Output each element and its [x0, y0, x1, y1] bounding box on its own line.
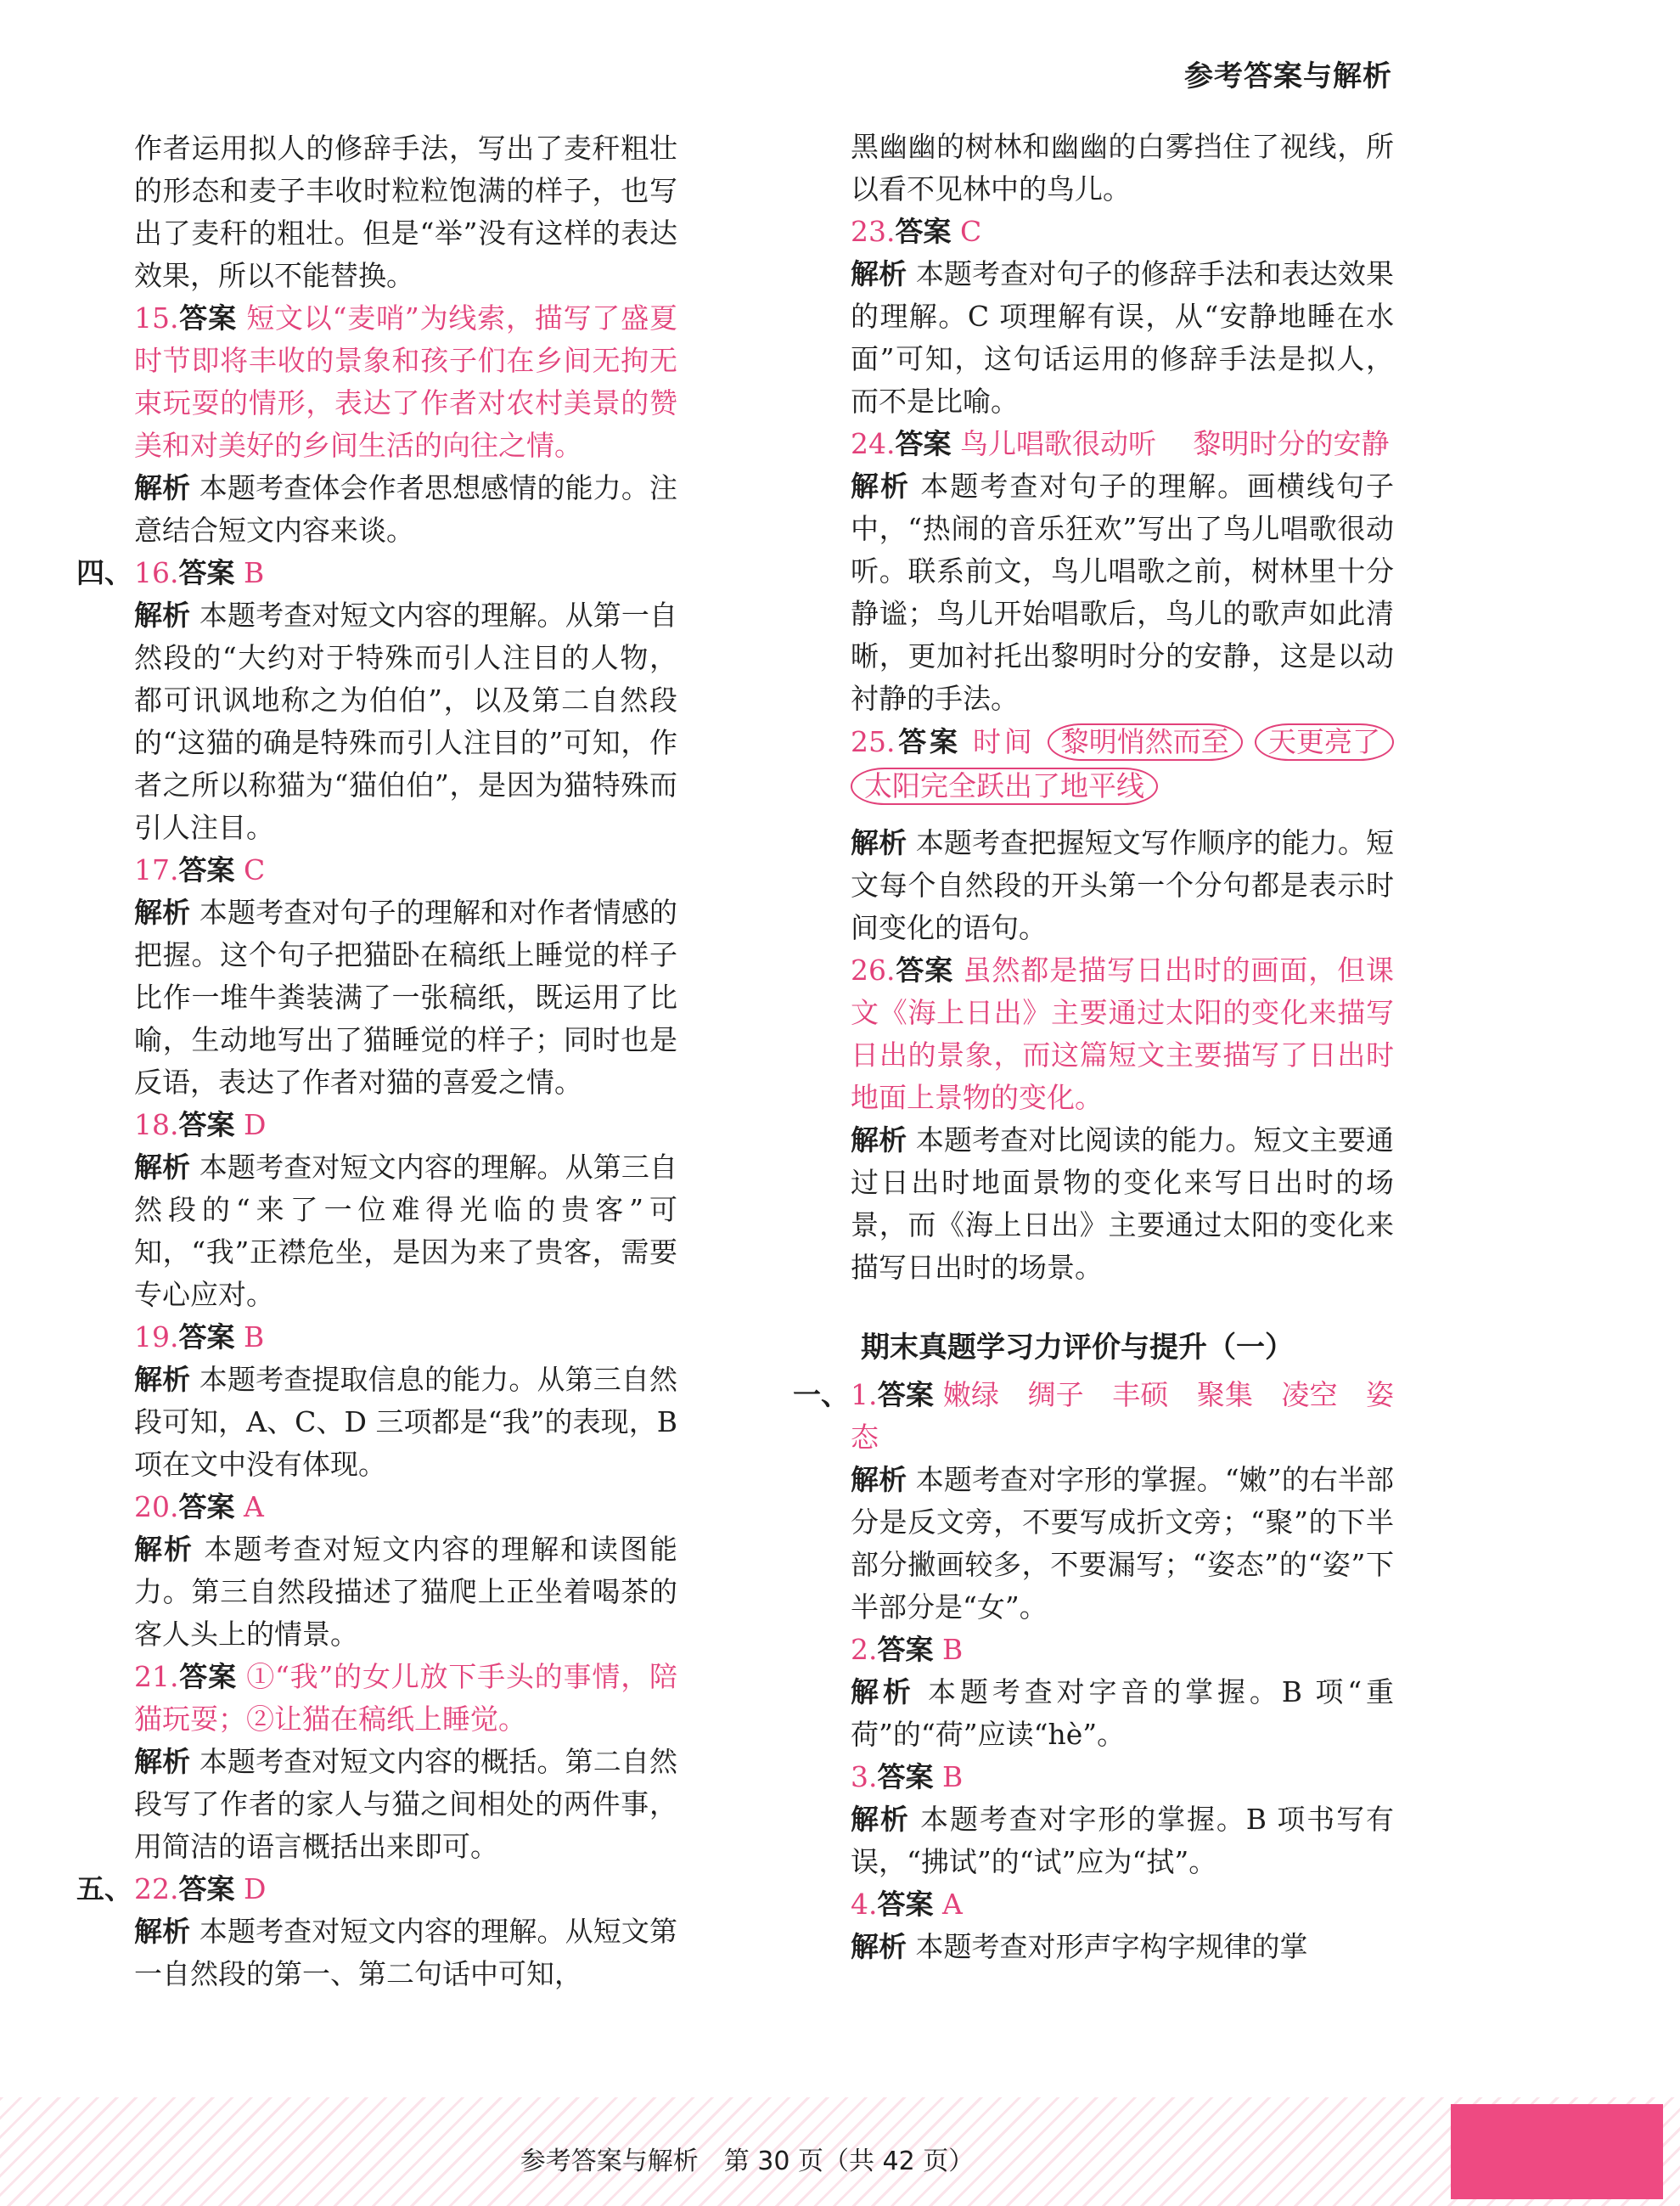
answer-e2 [851, 1629, 1394, 1671]
analysis-26 [851, 1119, 1394, 1289]
answer-label: 答案 [877, 1888, 934, 1921]
analysis-15 [134, 467, 677, 552]
analysis-18 [134, 1146, 677, 1316]
analysis-text: 本题考查对短文内容的理解。从短文第一自然段的第一、第二句话中可知， [134, 1915, 677, 1990]
right-column [793, 126, 1395, 1968]
analysis-22 [134, 1911, 677, 1995]
answer-text: B [942, 1633, 964, 1666]
analysis-label: 解析 [134, 1745, 191, 1778]
analysis-label: 解析 [134, 1363, 191, 1396]
analysis-text: 本题考查对句子的理解。画横线句子中，“热闹的音乐狂欢”写出了鸟儿唱歌很动听。联系前文，鸟儿唱歌之前，树林里十分静谧；鸟儿开始唱歌后，鸟儿的歌声如此清晰，更加衬托出黎明时分的安静，这是以动衬静的手法。 [851, 470, 1395, 715]
analysis-text: 本题考查把握短文写作顺序的能力。短文每个自然段的开头第一个分句都是表示时间变化的语句。 [851, 826, 1394, 944]
answer-26 [851, 949, 1394, 1119]
question-number: 17. [134, 853, 179, 886]
answer-text: C [243, 853, 266, 886]
analysis-label: 解析 [851, 1123, 907, 1156]
analysis-23 [851, 253, 1394, 423]
analysis-21 [134, 1741, 677, 1868]
answer-label: 答案 [877, 1633, 934, 1666]
analysis-text: 本题考查对句子的修辞手法和表达效果的理解。C 项理解有误，从“安静地睡在水面”可知，这句话运用的修辞手法是拟人，而不是比喻。 [851, 257, 1394, 418]
analysis-text: 本题考查体会作者思想感情的能力。注意结合短文内容来谈。 [134, 471, 677, 547]
answer-label: 答案 [877, 1378, 935, 1411]
analysis-label: 解析 [851, 1463, 907, 1496]
analysis-label: 解析 [851, 1930, 907, 1963]
answer-label: 答案 [895, 954, 954, 987]
answer-text: C [959, 215, 982, 248]
answer-20 [134, 1486, 677, 1528]
answer-23 [851, 211, 1394, 253]
question-number: 15. [134, 301, 179, 335]
answer-label: 答案 [178, 1108, 235, 1141]
answer-19 [134, 1316, 677, 1359]
question-number: 3. [851, 1760, 878, 1793]
question-number: 4. [851, 1888, 878, 1921]
answer-e1 [793, 1374, 1395, 1459]
answer-label: 答案 [178, 1872, 235, 1905]
analysis-e2 [851, 1671, 1394, 1756]
circled-answer: 黎明悄然而至 [1048, 723, 1243, 761]
question-number: 22. [134, 1872, 179, 1905]
answer-text: B [243, 1320, 265, 1353]
answer-text: 短文以“麦哨”为线索，描写了盛夏时节即将丰收的景象和孩子们在乡间无拘无束玩耍的情形，表达了作者对农村美景的赞美和对美好的乡间生活的向往之情。 [134, 301, 677, 462]
page-header-title: 参考答案与解析 [1184, 59, 1392, 93]
analysis-label: 解析 [851, 1675, 915, 1708]
analysis-label: 解析 [851, 826, 907, 859]
analysis-label: 解析 [134, 471, 191, 504]
page-footer: 参考答案与解析 第 30 页（共 42 页） [520, 2147, 975, 2176]
answer-text: A [243, 1490, 264, 1523]
answer-label: 答案 [895, 725, 961, 758]
analysis-text: 本题考查对比阅读的能力。短文主要通过日出时地面景物的变化来写日出时的场景，而《海上日出》主要通过太阳的变化来描写日出时的场景。 [851, 1123, 1394, 1284]
analysis-label: 解析 [134, 1151, 191, 1184]
section-marker: 四、 [76, 556, 132, 589]
answer-label: 答案 [895, 427, 952, 460]
analysis-label: 解析 [851, 257, 907, 290]
analysis-text: 本题考查对短文内容的理解。从第三自然段的“来了一位难得光临的贵客”可知，“我”正襟危坐，是因为来了贵客，需要专心应对。 [134, 1151, 677, 1311]
answer-text: 嫩绿 绸子 丰硕 聚集 凌空 姿态 [851, 1378, 1395, 1454]
question-number: 2. [851, 1633, 878, 1666]
analysis-label: 解析 [851, 470, 910, 503]
left-column [76, 127, 678, 1995]
question-number: 20. [134, 1490, 179, 1523]
answer-label: 答案 [178, 556, 235, 589]
answer-18 [134, 1104, 677, 1146]
analysis-25 [851, 822, 1394, 949]
answer-17 [134, 849, 677, 892]
analysis-e1 [851, 1459, 1394, 1629]
answer-text: B [942, 1760, 964, 1793]
question-number: 18. [134, 1108, 179, 1141]
question-number: 23. [851, 215, 896, 248]
analysis-19 [134, 1359, 677, 1486]
analysis-text: 本题考查对形声字构字规律的掌 [915, 1930, 1308, 1963]
answer-22 [76, 1868, 677, 1911]
answer-label: 答案 [178, 1490, 235, 1523]
footer-tab-block [1451, 2104, 1663, 2199]
analysis-24 [851, 465, 1394, 720]
analysis-17 [134, 892, 677, 1104]
circled-answer: 天更亮了 [1255, 723, 1394, 761]
answer-e4 [851, 1883, 1394, 1926]
question-number: 16. [134, 556, 179, 589]
question-number: 24. [851, 427, 896, 460]
answer-text: D [243, 1108, 267, 1141]
question-number: 1. [851, 1378, 878, 1411]
answer-e3 [851, 1756, 1394, 1798]
answer-25 [851, 720, 1394, 808]
analysis-text: 本题考查对句子的理解和对作者情感的把握。这个句子把猫卧在稿纸上睡觉的样子比作一堆牛粪装满了一张稿纸，既运用了比喻，生动地写出了猫睡觉的样子；同时也是反语，表达了作者对猫的喜爱之情。 [134, 896, 677, 1099]
analysis-20 [134, 1528, 677, 1656]
question-number: 21. [134, 1660, 179, 1693]
answer-text: A [942, 1888, 963, 1921]
analysis-16 [134, 594, 677, 849]
analysis-text: 本题考查对字形的掌握。B 项书写有误，“拂试”的“试”应为“拭”。 [851, 1803, 1394, 1878]
analysis-label: 解析 [134, 1533, 194, 1566]
answer-label: 答案 [178, 1660, 237, 1693]
analysis-e3 [851, 1798, 1394, 1883]
analysis-label: 解析 [851, 1803, 910, 1836]
analysis-text: 本题考查对短文内容的概括。第二自然段写了作者的家人与猫之间相处的两件事，用简洁的语言概括出来即可。 [134, 1745, 677, 1863]
answer-text: D [243, 1872, 267, 1905]
analysis-text: 本题考查对字音的掌握。B 项“重荷”的“荷”应读“hè”。 [851, 1675, 1394, 1751]
answer-24 [851, 423, 1394, 465]
analysis-text: 本题考查对短文内容的理解。从第一自然段的“大约对于特殊而引人注目的人物，都可讯讽地称之为伯伯”，以及第二自然段的“这猫的确是特殊而引人注目的”可知，作者之所以称猫为“猫伯伯”，是因为猫特殊而引人注目。 [134, 599, 677, 844]
analysis-text: 本题考查对字形的掌握。“嫩”的右半部分是反文旁，不要写成折文旁；“聚”的下半部分撇画较多，不要漏写；“姿态”的“姿”下半部分是“女”。 [851, 1463, 1394, 1624]
answer-label: 答案 [178, 301, 237, 335]
section-marker: 五、 [76, 1872, 132, 1905]
answer-label: 答案 [895, 215, 952, 248]
answer-text: 虽然都是描写日出时的画面，但课文《海上日出》主要通过太阳的变化来描写日出的景象，而这篇短文主要描写了日出时地面上景物的变化。 [851, 954, 1395, 1114]
answer-label: 答案 [877, 1760, 934, 1793]
question-number: 26. [851, 954, 896, 987]
answer-text: B [243, 556, 265, 589]
answer-text: 时间 [973, 725, 1036, 758]
exam-section-title: 期末真题学习力评价与提升（一） [861, 1331, 1294, 1365]
answer-label: 答案 [178, 1320, 235, 1353]
answer-16 [76, 552, 677, 594]
question-number: 25. [851, 725, 896, 758]
section-marker: 一、 [793, 1378, 849, 1411]
paragraph: 黑幽幽的树林和幽幽的白雾挡住了视线，所以看不见林中的鸟儿。 [851, 130, 1394, 205]
answer-15 [134, 297, 677, 467]
analysis-label: 解析 [134, 1915, 191, 1948]
analysis-e4 [851, 1926, 1394, 1968]
analysis-text: 本题考查提取信息的能力。从第三自然段可知，A、C、D 三项都是“我”的表现，B 项在文中没有体现。 [134, 1363, 677, 1481]
question-number: 19. [134, 1320, 179, 1353]
answer-label: 答案 [178, 853, 235, 886]
analysis-text: 本题考查对短文内容的理解和读图能力。第三自然段描述了猫爬上正坐着喝茶的客人头上的情景。 [134, 1533, 678, 1651]
answer-text-2: 黎明时分的安静 [1193, 427, 1390, 460]
answer-text: ①“我”的女儿放下手头的事情，陪猫玩耍；②让猫在稿纸上睡觉。 [134, 1660, 677, 1736]
paragraph: 作者运用拟人的修辞手法，写出了麦秆粗壮的形态和麦子丰收时粒粒饱满的样子，也写出了麦秆的粗壮。但是“举”没有这样的表达效果，所以不能替换。 [134, 132, 677, 292]
analysis-label: 解析 [134, 896, 191, 929]
spacer [851, 808, 1394, 822]
answer-21 [134, 1656, 677, 1741]
circled-answer: 太阳完全跃出了地平线 [851, 768, 1158, 805]
analysis-label: 解析 [134, 599, 191, 632]
answer-text-1: 鸟儿唱歌很动听 [959, 427, 1156, 460]
